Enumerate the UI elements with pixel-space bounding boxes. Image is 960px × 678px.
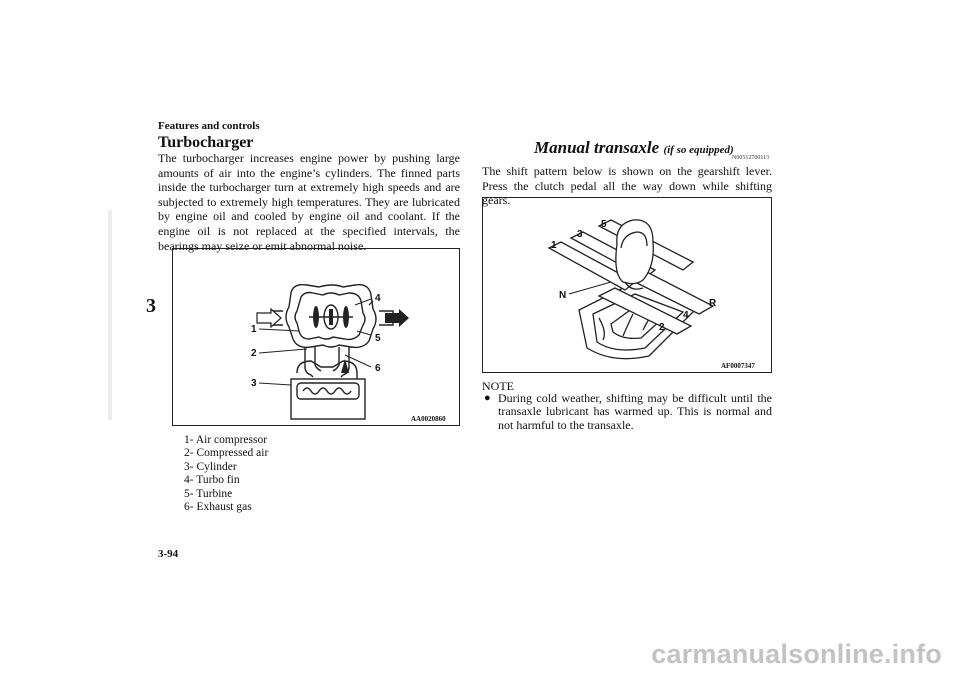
bullet-icon: ● [484, 392, 491, 404]
turbocharger-illustration [173, 249, 459, 425]
callout-3: 3 [251, 378, 257, 389]
gear-label-1: 1 [551, 240, 557, 251]
note-item [482, 392, 772, 432]
chapter-number: 3 [146, 295, 156, 317]
callout-1: 1 [251, 324, 257, 335]
gear-label-5: 5 [601, 219, 607, 230]
shift-pattern-illustration [483, 198, 771, 372]
gear-label-n: N [559, 290, 567, 301]
gear-label-3: 3 [577, 229, 583, 240]
reference-code: N00512700113 [732, 155, 770, 161]
legend-item: 2- Compressed air [184, 447, 269, 460]
turbocharger-figure [172, 248, 460, 426]
section-header: Features and controls [158, 120, 260, 132]
gear-label-r: R [709, 298, 717, 309]
page-number: 3-94 [158, 548, 179, 560]
legend-item: 6- Exhaust gas [184, 501, 252, 514]
legend-item: 1- Air compressor [184, 434, 268, 446]
callout-5: 5 [375, 333, 381, 344]
manual-transaxle-title: Manual transaxle [534, 138, 660, 157]
note-text: During cold weather, shifting may be difficult until the transaxle lubricant has warmed up. This is normal and not harmful to the transaxle. [498, 391, 772, 432]
gear-label-2: 2 [659, 322, 665, 333]
gear-label-4: 4 [683, 310, 689, 321]
callout-2: 2 [251, 348, 257, 359]
turbocharger-heading: Turbocharger [158, 134, 254, 151]
legend-item: 4- Turbo fin [184, 474, 240, 487]
watermark: carmanualsonline.info [651, 639, 942, 669]
chapter-tab-rule [108, 210, 112, 420]
note-label: NOTE [482, 379, 514, 393]
legend-item: 3- Cylinder [184, 460, 237, 473]
shift-figure-code: AF0007347 [721, 362, 755, 370]
turbocharger-body: The turbocharger increases engine power by pushing large amounts of air into the engine’s cylinders. The finned parts inside the turbocharger turn at extremely high speeds and are subjected to extremely high temperatures. They are lubricated by engine oil and cooled by engine oil and coolant. If the engine oil is not replaced at the specified intervals, the bearings may seize or emit abnormal noise. [158, 151, 460, 253]
callout-4: 4 [375, 293, 381, 304]
callout-6: 6 [375, 363, 381, 374]
turbocharger-legend [184, 434, 268, 514]
manual-transaxle-heading [534, 138, 734, 158]
shift-pattern-figure [482, 197, 772, 373]
legend-item: 5- Turbine [184, 487, 233, 500]
manual-transaxle-body: The shift pattern below is shown on the gearshift lever. Press the clutch pedal all the way down while shifting gears. [482, 164, 772, 208]
manual-transaxle-note: (if so equipped) [663, 144, 734, 156]
turbocharger-figure-code: AA0020860 [411, 415, 446, 423]
